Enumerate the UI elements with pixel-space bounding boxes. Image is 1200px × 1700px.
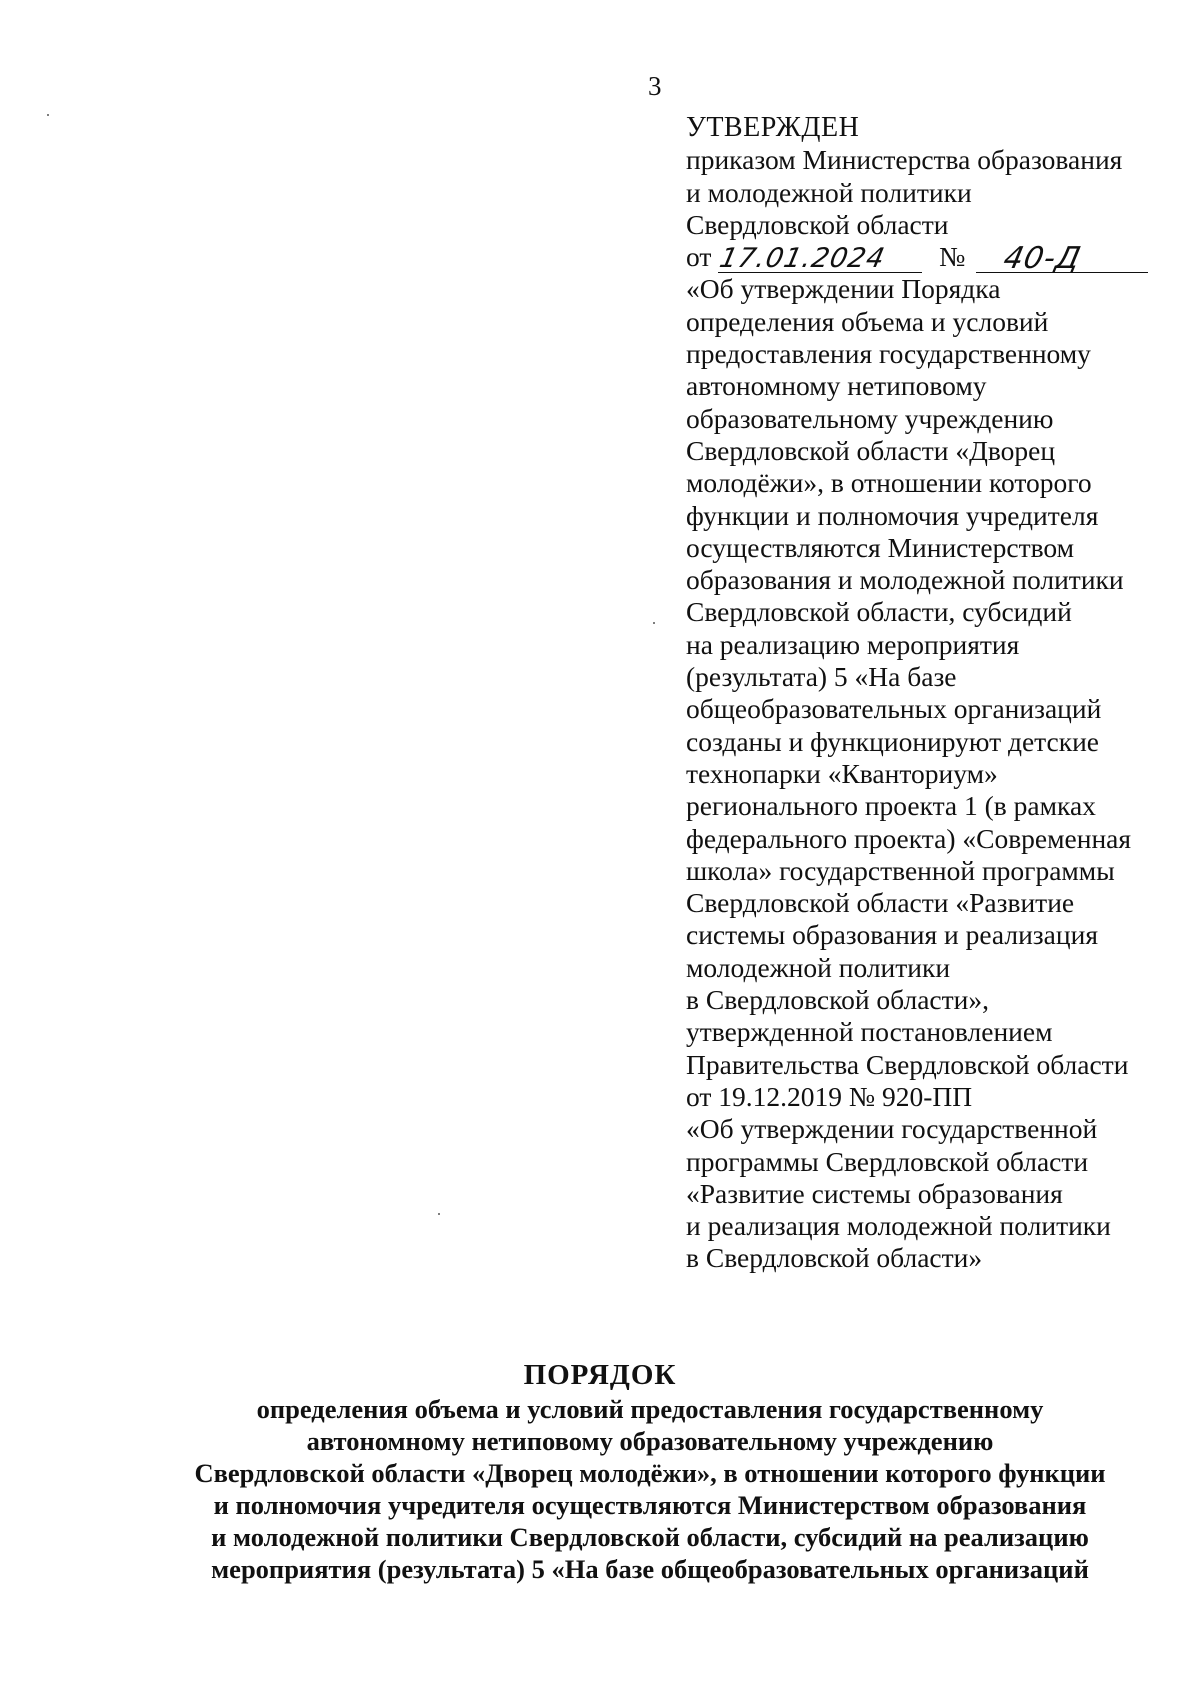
number-blank [976,241,1148,277]
approval-line: технопарки «Кванториум» [686,757,998,789]
scan-speck [653,622,655,624]
approval-line: молодежной политики [686,951,951,983]
approval-line: и реализация молодежной политики [686,1210,1111,1242]
approval-line: Свердловской области «Дворец [686,434,1056,466]
approval-line: Свердловской области «Развитие [686,887,1075,919]
approval-line: «Об утверждении государственной [686,1113,1098,1145]
approval-line: «Развитие системы образования [686,1177,1063,1209]
approval-line: системы образования и реализация [686,919,1098,951]
approval-block [686,112,1186,1275]
order-subtitle [150,1393,1150,1585]
approval-line: общеобразовательных организаций [686,693,1102,725]
approval-line: функции и полномочия учредителя [686,499,1099,531]
number-sign: № [939,241,966,273]
page-number: 3 [648,71,662,101]
approval-line: в Свердловской области» [686,1242,983,1274]
approval-line: школа» государственной программы [686,854,1115,886]
approval-line: осуществляются Министерством [686,531,1075,563]
approval-line: Свердловской области, субсидий [686,596,1072,628]
approval-line: предоставления государственному [686,338,1091,370]
approval-line: утвержденной постановлением [686,1016,1053,1048]
approval-line: образования и молодежной политики [686,564,1124,596]
order-subtitle-line: автономному нетиповому образовательному учреждению [306,1426,994,1456]
approval-line: от 19.12.2019 № 920-ПП [686,1080,973,1112]
order-title: ПОРЯДОК [523,1359,677,1391]
order-subtitle-line: и молодежной политики Свердловской области, субсидий на реализацию [211,1522,1089,1552]
approval-line: в Свердловской области», [686,984,989,1016]
approval-line: Свердловской области [686,208,949,240]
date-prefix: от [686,241,712,273]
order-date-number-line [686,241,1186,277]
approval-line: и молодежной политики [686,176,972,208]
order-subtitle-line: определения объема и условий предоставления государственному [256,1394,1044,1424]
approval-line: приказом Министерства образования [686,144,1123,176]
order-subtitle-line: мероприятия (результата) 5 «На базе общеобразовательных организаций [211,1554,1089,1584]
approval-line: федерального проекта) «Современная [686,822,1132,854]
approval-line: молодёжи», в отношении которого [686,467,1092,499]
approval-line: созданы и функционируют детские [686,725,1100,757]
scan-speck [47,114,49,116]
date-blank [718,242,922,273]
approval-line: регионального проекта 1 (в рамках [686,790,1096,822]
approval-line: Правительства Свердловской области [686,1048,1129,1080]
handwritten-date: 17.01.2024 [717,243,889,275]
approval-title: УТВЕРЖДЕН [686,112,860,143]
approval-line: определения объема и условий [686,305,1049,337]
approval-line: автономному нетиповому [686,370,987,402]
approval-line: на реализацию мероприятия [686,628,1020,660]
order-subtitle-line: Свердловской области «Дворец молодёжи», в отношении которого функции [194,1458,1106,1488]
approval-line: «Об утверждении Порядка [686,273,1001,305]
approval-line: программы Свердловской области [686,1145,1089,1177]
order-subtitle-line: и полномочия учредителя осуществляются Министерством образования [213,1490,1087,1520]
approval-line: (результата) 5 «На базе [686,661,957,693]
scan-speck [438,1213,440,1215]
approval-line: образовательному учреждению [686,402,1054,434]
handwritten-number: 40-Д [1000,241,1085,277]
